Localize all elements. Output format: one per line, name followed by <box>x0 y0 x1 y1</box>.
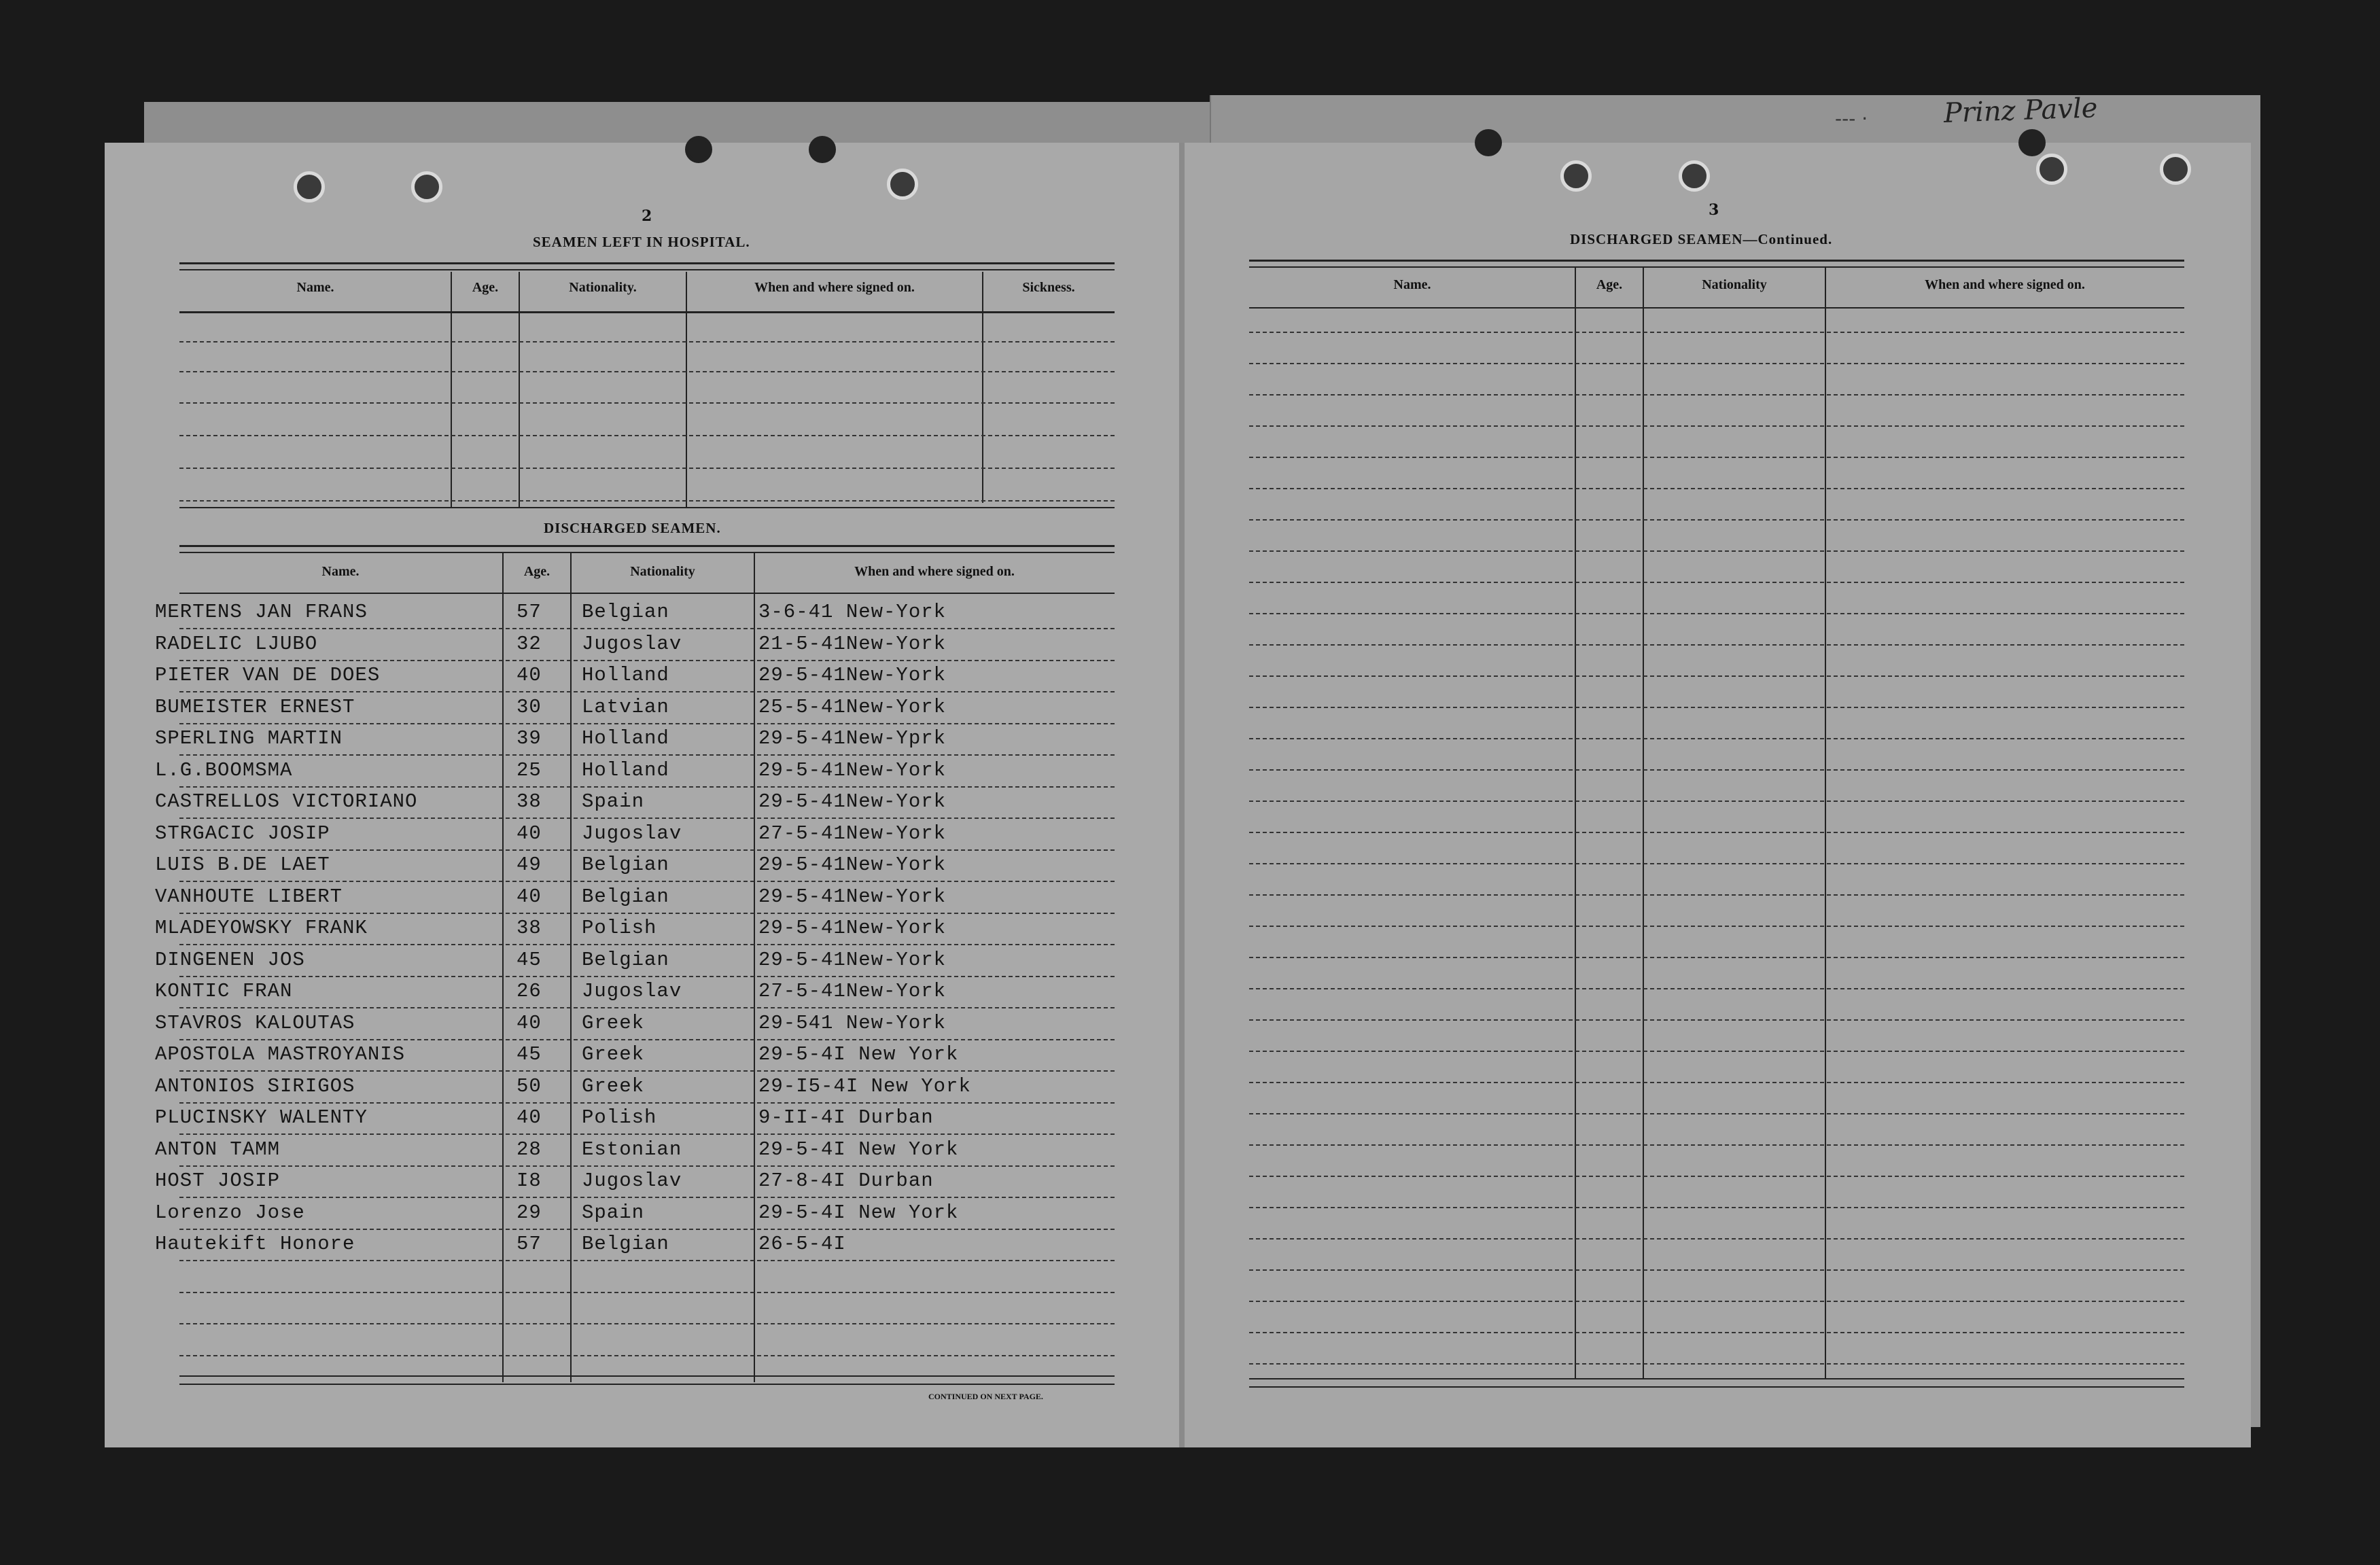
seaman-signed-on: 29-5-41New-York <box>758 917 947 939</box>
dashed-line <box>179 1102 1115 1104</box>
seaman-name: DINGENEN JOS <box>155 949 305 971</box>
annotation-dash: --- · <box>1835 107 1868 130</box>
seaman-age: 57 <box>517 1233 542 1255</box>
seaman-age: 40 <box>517 885 542 908</box>
rule <box>179 1384 1115 1385</box>
seaman-nationality: Polish <box>582 917 657 939</box>
dashed-line <box>1249 488 2184 489</box>
hospital-section-title: SEAMEN LEFT IN HOSPITAL. <box>533 234 750 250</box>
dashed-line <box>179 1197 1115 1198</box>
hospital-col-sickness: Sickness. <box>1022 280 1075 295</box>
seaman-age: 49 <box>517 854 542 876</box>
dashed-line <box>179 628 1115 629</box>
dashed-line <box>179 371 1115 372</box>
seaman-signed-on: 3-6-41 New-York <box>758 601 947 623</box>
dashed-line <box>179 1007 1115 1008</box>
table-row <box>0 633 2380 660</box>
dashed-line <box>1249 957 2184 958</box>
table-row <box>0 790 2380 817</box>
rule <box>1249 1378 2184 1379</box>
discharged-col-age: Age. <box>523 564 550 579</box>
dashed-line <box>1249 1082 2184 1083</box>
dashed-line <box>1249 1113 2184 1114</box>
seaman-signed-on: 21-5-41New-York <box>758 633 947 655</box>
seaman-nationality: Belgian <box>582 949 669 971</box>
seaman-name: KONTIC FRAN <box>155 980 293 1002</box>
seaman-age: 38 <box>517 790 542 813</box>
table-row <box>0 759 2380 786</box>
hospital-col-signed: When and where signed on. <box>754 280 915 295</box>
discharged-section-title: DISCHARGED SEAMEN. <box>544 520 721 536</box>
seaman-age: 45 <box>517 949 542 971</box>
seaman-nationality: Jugoslav <box>582 1170 682 1192</box>
dashed-line <box>1249 894 2184 896</box>
rule <box>179 507 1115 508</box>
page-number: 2 <box>642 207 652 225</box>
dashed-line <box>179 500 1115 502</box>
seaman-signed-on: 9-II-4I Durban <box>758 1106 934 1129</box>
dashed-line <box>179 754 1115 756</box>
seaman-age: 45 <box>517 1043 542 1066</box>
dashed-line <box>1249 1176 2184 1177</box>
seaman-nationality: Belgian <box>582 854 669 876</box>
table-row <box>0 917 2380 944</box>
dashed-line <box>179 786 1115 788</box>
seaman-nationality: Spain <box>582 1201 645 1224</box>
seaman-signed-on: 27-5-41New-York <box>758 822 947 845</box>
dashed-line <box>1249 832 2184 833</box>
seaman-nationality: Estonian <box>582 1138 682 1161</box>
seaman-name: MLADEYOWSKY FRANK <box>155 917 368 939</box>
seaman-name: CASTRELLOS VICTORIANO <box>155 790 418 813</box>
dashed-line <box>179 1165 1115 1167</box>
seaman-age: 39 <box>517 727 542 750</box>
seaman-signed-on: 29-5-41New-York <box>758 885 947 908</box>
dashed-line <box>1249 738 2184 739</box>
continued-col-nationality: Nationality <box>1702 277 1767 292</box>
rule <box>179 545 1115 547</box>
seaman-age: 57 <box>517 601 542 623</box>
seaman-signed-on: 29-5-41New-York <box>758 664 947 686</box>
seaman-age: 40 <box>517 1106 542 1129</box>
seaman-name: STAVROS KALOUTAS <box>155 1012 355 1034</box>
seaman-name: ANTONIOS SIRIGOS <box>155 1075 355 1097</box>
rule <box>1249 1386 2184 1388</box>
table-row <box>0 601 2380 628</box>
seaman-age: I8 <box>517 1170 542 1192</box>
dashed-line <box>1249 1269 2184 1271</box>
seaman-signed-on: 25-5-41New-York <box>758 696 947 718</box>
dashed-line <box>1249 988 2184 989</box>
seaman-nationality: Jugoslav <box>582 980 682 1002</box>
continued-note: CONTINUED ON NEXT PAGE. <box>928 1392 1043 1401</box>
table-row <box>0 885 2380 913</box>
rule <box>1249 307 2184 309</box>
dashed-line <box>179 1260 1115 1261</box>
punch-hole <box>294 171 325 203</box>
dashed-line <box>179 817 1115 819</box>
handwritten-annotation: Prinz Pavle <box>1943 92 2099 129</box>
continued-col-name: Name. <box>1393 277 1431 292</box>
rule <box>1643 268 1644 1378</box>
seaman-signed-on: 29-5-41New-York <box>758 759 947 781</box>
dashed-line <box>1249 394 2184 395</box>
rule <box>179 593 1115 594</box>
seaman-signed-on: 27-8-4I Durban <box>758 1170 934 1192</box>
rule <box>179 311 1115 313</box>
table-row <box>0 1170 2380 1197</box>
dashed-line <box>179 881 1115 882</box>
dashed-line <box>1249 1363 2184 1365</box>
dashed-line <box>1249 863 2184 864</box>
table-row <box>0 1233 2380 1260</box>
seaman-nationality: Holland <box>582 664 669 686</box>
dashed-line <box>1249 644 2184 646</box>
dashed-line <box>179 913 1115 914</box>
punch-hole <box>2160 154 2191 185</box>
seaman-name: PIETER VAN DE DOES <box>155 664 381 686</box>
seaman-name: L.G.BOOMSMA <box>155 759 293 781</box>
rule <box>519 272 520 508</box>
dashed-line <box>1249 1019 2184 1021</box>
punch-hole <box>2018 129 2046 156</box>
seaman-age: 28 <box>517 1138 542 1161</box>
seaman-signed-on: 29-5-4I New York <box>758 1201 959 1224</box>
dashed-line <box>1249 582 2184 583</box>
rule <box>1249 266 2184 268</box>
seaman-age: 38 <box>517 917 542 939</box>
table-row <box>0 1075 2380 1102</box>
dashed-line <box>179 1355 1115 1356</box>
table-row <box>0 727 2380 754</box>
seaman-name: VANHOUTE LIBERT <box>155 885 343 908</box>
punch-hole <box>411 171 442 203</box>
table-row <box>0 1106 2380 1133</box>
dashed-line <box>1249 675 2184 677</box>
seaman-age: 29 <box>517 1201 542 1224</box>
seaman-age: 25 <box>517 759 542 781</box>
seaman-signed-on: 29-I5-4I New York <box>758 1075 971 1097</box>
dashed-line <box>1249 519 2184 521</box>
seaman-signed-on: 29-5-4I New York <box>758 1138 959 1161</box>
seaman-age: 30 <box>517 696 542 718</box>
dashed-line <box>179 849 1115 851</box>
seaman-nationality: Holland <box>582 727 669 750</box>
seaman-age: 40 <box>517 1012 542 1034</box>
table-row <box>0 1043 2380 1070</box>
punch-hole <box>1475 129 1502 156</box>
dashed-line <box>179 341 1115 342</box>
seaman-name: Lorenzo Jose <box>155 1201 305 1224</box>
dashed-line <box>179 1292 1115 1293</box>
dashed-line <box>179 435 1115 436</box>
seaman-name: LUIS B.DE LAET <box>155 854 330 876</box>
rule <box>451 272 452 508</box>
rule <box>179 552 1115 553</box>
rule <box>1249 260 2184 262</box>
seaman-name: APOSTOLA MASTROYANIS <box>155 1043 406 1066</box>
punch-hole <box>1560 160 1592 192</box>
punch-hole <box>1679 160 1710 192</box>
continued-col-age: Age. <box>1596 277 1623 292</box>
seaman-name: Hautekift Honore <box>155 1233 355 1255</box>
dashed-line <box>1249 926 2184 927</box>
seaman-signed-on: 27-5-41New-York <box>758 980 947 1002</box>
seaman-signed-on: 29-5-41New-York <box>758 854 947 876</box>
dashed-line <box>1249 769 2184 771</box>
punch-hole <box>685 136 712 163</box>
rule <box>179 269 1115 270</box>
seaman-name: HOST JOSIP <box>155 1170 281 1192</box>
seaman-name: STRGACIC JOSIP <box>155 822 330 845</box>
seaman-nationality: Belgian <box>582 601 669 623</box>
dashed-line <box>179 660 1115 661</box>
dashed-line <box>1249 1051 2184 1052</box>
seaman-nationality: Belgian <box>582 885 669 908</box>
table-row <box>0 949 2380 976</box>
discharged-col-nationality: Nationality <box>630 564 695 579</box>
seaman-nationality: Holland <box>582 759 669 781</box>
dashed-line <box>179 468 1115 469</box>
dashed-line <box>179 1039 1115 1040</box>
dashed-line <box>1249 1144 2184 1146</box>
seaman-signed-on: 29-5-4I New York <box>758 1043 959 1066</box>
table-row <box>0 980 2380 1007</box>
dashed-line <box>1249 1301 2184 1302</box>
seaman-age: 40 <box>517 664 542 686</box>
seaman-name: ANTON TAMM <box>155 1138 281 1161</box>
seaman-signed-on: 29-5-41New-Yprk <box>758 727 947 750</box>
dashed-line <box>179 1323 1115 1324</box>
rule <box>1575 268 1576 1378</box>
dashed-line <box>1249 363 2184 364</box>
dashed-line <box>1249 613 2184 614</box>
hospital-col-age: Age. <box>472 280 499 295</box>
dashed-line <box>1249 425 2184 427</box>
seaman-name: SPERLING MARTIN <box>155 727 343 750</box>
seaman-nationality: Greek <box>582 1043 645 1066</box>
dashed-line <box>179 402 1115 404</box>
seaman-nationality: Jugoslav <box>582 633 682 655</box>
dashed-line <box>179 1070 1115 1072</box>
rule <box>179 262 1115 264</box>
punch-hole <box>2036 154 2067 185</box>
table-row <box>0 664 2380 691</box>
table-row <box>0 1201 2380 1229</box>
dashed-line <box>179 691 1115 692</box>
seaman-nationality: Greek <box>582 1075 645 1097</box>
dashed-line <box>1249 332 2184 333</box>
dashed-line <box>1249 707 2184 708</box>
rule <box>686 272 687 508</box>
discharged-continued-title: DISCHARGED SEAMEN—Continued. <box>1570 231 1833 247</box>
hospital-col-name: Name. <box>296 280 334 295</box>
discharged-col-signed: When and where signed on. <box>854 564 1015 579</box>
seaman-nationality: Jugoslav <box>582 822 682 845</box>
page-number: 3 <box>1709 201 1719 219</box>
table-row <box>0 1138 2380 1165</box>
dashed-line <box>179 723 1115 724</box>
seaman-nationality: Polish <box>582 1106 657 1129</box>
dashed-line <box>1249 457 2184 458</box>
seaman-nationality: Latvian <box>582 696 669 718</box>
rule <box>1825 268 1826 1378</box>
dashed-line <box>1249 550 2184 552</box>
dashed-line <box>1249 1332 2184 1333</box>
seaman-age: 50 <box>517 1075 542 1097</box>
punch-hole <box>809 136 836 163</box>
table-row <box>0 696 2380 723</box>
dashed-line <box>179 1133 1115 1135</box>
discharged-col-name: Name. <box>321 564 360 579</box>
table-row <box>0 1012 2380 1039</box>
seaman-name: PLUCINSKY WALENTY <box>155 1106 368 1129</box>
seaman-name: BUMEISTER ERNEST <box>155 696 355 718</box>
dashed-line <box>179 944 1115 945</box>
seaman-signed-on: 29-5-41New-York <box>758 949 947 971</box>
dashed-line <box>1249 1207 2184 1208</box>
seaman-signed-on: 29-541 New-York <box>758 1012 947 1034</box>
seaman-signed-on: 26-5-4I <box>758 1233 846 1255</box>
seaman-nationality: Belgian <box>582 1233 669 1255</box>
table-row <box>0 854 2380 881</box>
dashed-line <box>1249 1238 2184 1239</box>
seaman-name: RADELIC LJUBO <box>155 633 318 655</box>
dashed-line <box>179 976 1115 977</box>
table-row <box>0 822 2380 849</box>
punch-hole <box>887 169 918 200</box>
rule <box>179 1375 1115 1377</box>
seaman-nationality: Spain <box>582 790 645 813</box>
seaman-signed-on: 29-5-41New-York <box>758 790 947 813</box>
dashed-line <box>179 1229 1115 1230</box>
seaman-age: 32 <box>517 633 542 655</box>
hospital-col-nationality: Nationality. <box>569 280 637 295</box>
seaman-nationality: Greek <box>582 1012 645 1034</box>
seaman-age: 40 <box>517 822 542 845</box>
continued-col-signed: When and where signed on. <box>1925 277 2085 292</box>
seaman-name: MERTENS JAN FRANS <box>155 601 368 623</box>
seaman-age: 26 <box>517 980 542 1002</box>
dashed-line <box>1249 801 2184 802</box>
